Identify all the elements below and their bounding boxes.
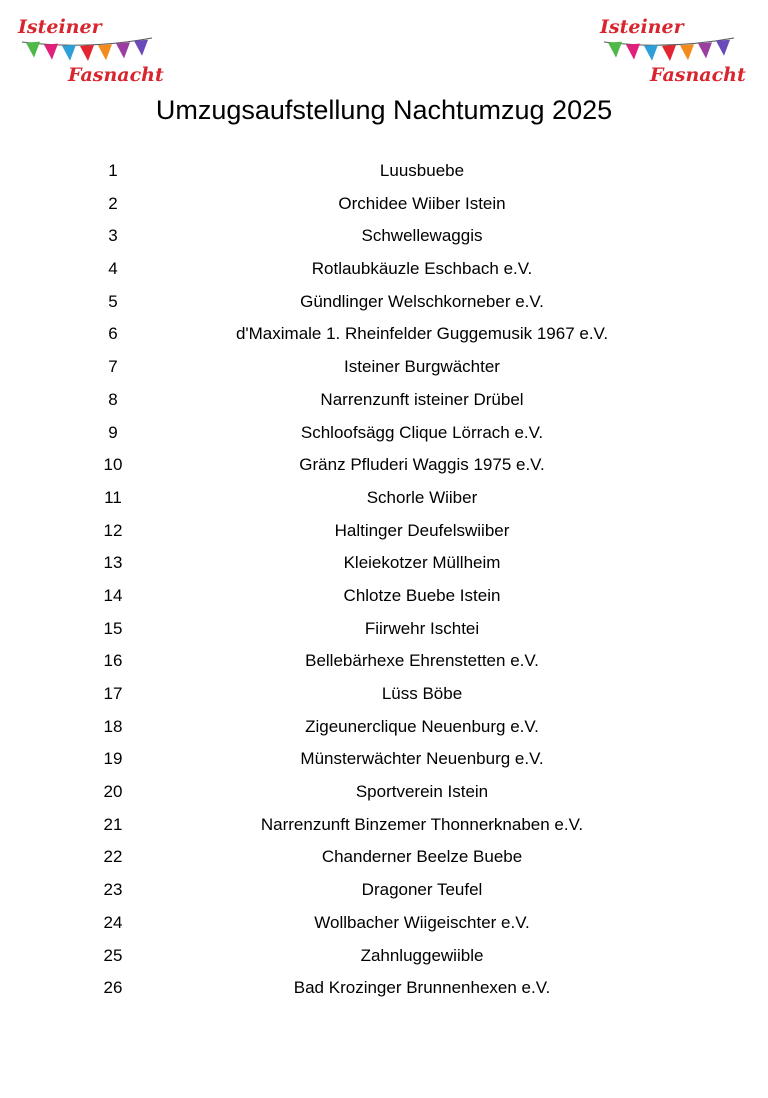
group-name: Narrenzunft Binzemer Thonnerknaben e.V. [260,814,584,834]
list-item [0,907,768,940]
list-item [0,318,768,351]
lineup-list [0,155,768,1005]
list-item [0,809,768,842]
logo-text-line1: Isteiner [600,16,684,38]
group-name: d'Maximale 1. Rheinfelder Guggemusik 1967 e.V. [235,324,609,344]
group-name: Schorle Wiiber [366,487,478,507]
position-number: 16 [103,651,123,671]
list-item [0,874,768,907]
position-number: 12 [103,520,123,540]
pennant-flag [608,42,622,58]
position-number: 5 [108,291,118,311]
group-name: Lüss Böbe [381,684,463,703]
list-item [0,286,768,319]
group-name: Fiirwehr Ischtei [364,618,480,638]
group-name: Gündlinger Welschkorneber e.V. [300,291,544,311]
bunting-string [22,38,152,45]
position-number: 3 [108,226,118,246]
pennant-flag [98,44,112,60]
position-number: 23 [103,880,123,900]
list-item [0,841,768,874]
position-number: 7 [108,357,118,377]
pennant-flag [662,45,676,61]
list-item [0,449,768,482]
logo-right [598,16,750,90]
pennant-flag [644,45,658,61]
group-name: Sportverein Istein [355,782,489,802]
group-name: Bad Krozinger Brunnenhexen e.V. [293,978,551,998]
list-item [0,351,768,384]
list-item [0,253,768,286]
pennant-flag [698,42,712,58]
position-number: 17 [103,684,123,703]
list-item [0,547,768,580]
list-item [0,515,768,548]
position-number: 26 [103,978,123,998]
position-number: 20 [103,782,123,802]
group-name: Orchidee Wiiber Istein [338,193,506,213]
pennant-flag [26,42,40,58]
logo-text-line2: Fasnacht [68,64,164,86]
position-number: 25 [103,945,123,965]
list-item [0,645,768,678]
logo-left [16,16,168,90]
list-item [0,940,768,973]
page-title: Umzugsaufstellung Nachtumzug 2025 [155,95,613,125]
group-name: Chanderner Beelze Buebe [321,847,523,867]
position-number: 1 [108,161,118,180]
position-number: 11 [104,487,122,507]
group-name: Chlotze Buebe Istein [343,585,501,605]
position-number: 14 [103,585,123,605]
bunting-icon [16,34,166,68]
group-name: Rotlaubkäuzle Eschbach e.V. [311,259,533,279]
group-name: Zigeunerclique Neuenburg e.V. [305,716,539,736]
group-name: Wollbacher Wiigeischter e.V. [314,912,530,932]
group-name: Luusbuebe [379,161,465,180]
pennant-flag [62,45,76,61]
group-name: Schloofsägg Clique Lörrach e.V. [300,422,544,442]
list-item [0,711,768,744]
group-name: Münsterwächter Neuenburg e.V. [300,749,544,769]
pennant-flag [626,44,640,60]
list-item [0,384,768,417]
position-number: 13 [103,553,123,573]
group-name: Narrenzunft isteiner Drübel [320,389,524,409]
position-number: 15 [103,618,123,638]
logo-text-line2: Fasnacht [650,64,746,86]
logo-text-line1: Isteiner [18,16,102,38]
position-number: 19 [103,749,123,769]
list-item [0,417,768,450]
pennant-flag [716,40,730,56]
group-name: Schwellewaggis [361,226,483,246]
position-number: 10 [103,455,123,475]
group-name: Bellebärhexe Ehrenstetten e.V. [305,651,539,671]
position-number: 6 [108,324,118,344]
bunting-string [604,38,734,45]
list-item [0,580,768,613]
list-item [0,155,768,188]
list-item [0,220,768,253]
group-name: Zahnluggewiible [360,945,484,965]
list-item [0,743,768,776]
pennant-flag [44,44,58,60]
pennant-flag [134,40,148,56]
group-name: Haltinger Deufelswiiber [334,520,510,540]
position-number: 4 [108,259,118,279]
position-number: 2 [108,193,118,213]
group-name: Kleiekotzer Müllheim [343,553,501,573]
position-number: 24 [103,912,123,932]
pennant-flag [80,45,94,61]
position-number: 22 [103,847,123,867]
pennant-flag [116,42,130,58]
group-name: Isteiner Burgwächter [344,357,500,377]
group-name: Dragoner Teufel [361,880,483,900]
position-number: 18 [103,716,123,736]
list-item [0,613,768,646]
list-item [0,972,768,1005]
group-name: Gränz Pfluderi Waggis 1975 e.V. [299,455,545,475]
position-number: 21 [103,814,123,834]
list-item [0,776,768,809]
list-item [0,188,768,221]
bunting-icon [598,34,748,68]
pennant-flag [680,44,694,60]
position-number: 9 [108,422,118,442]
list-item [0,482,768,515]
list-item [0,678,768,711]
position-number: 8 [108,389,118,409]
